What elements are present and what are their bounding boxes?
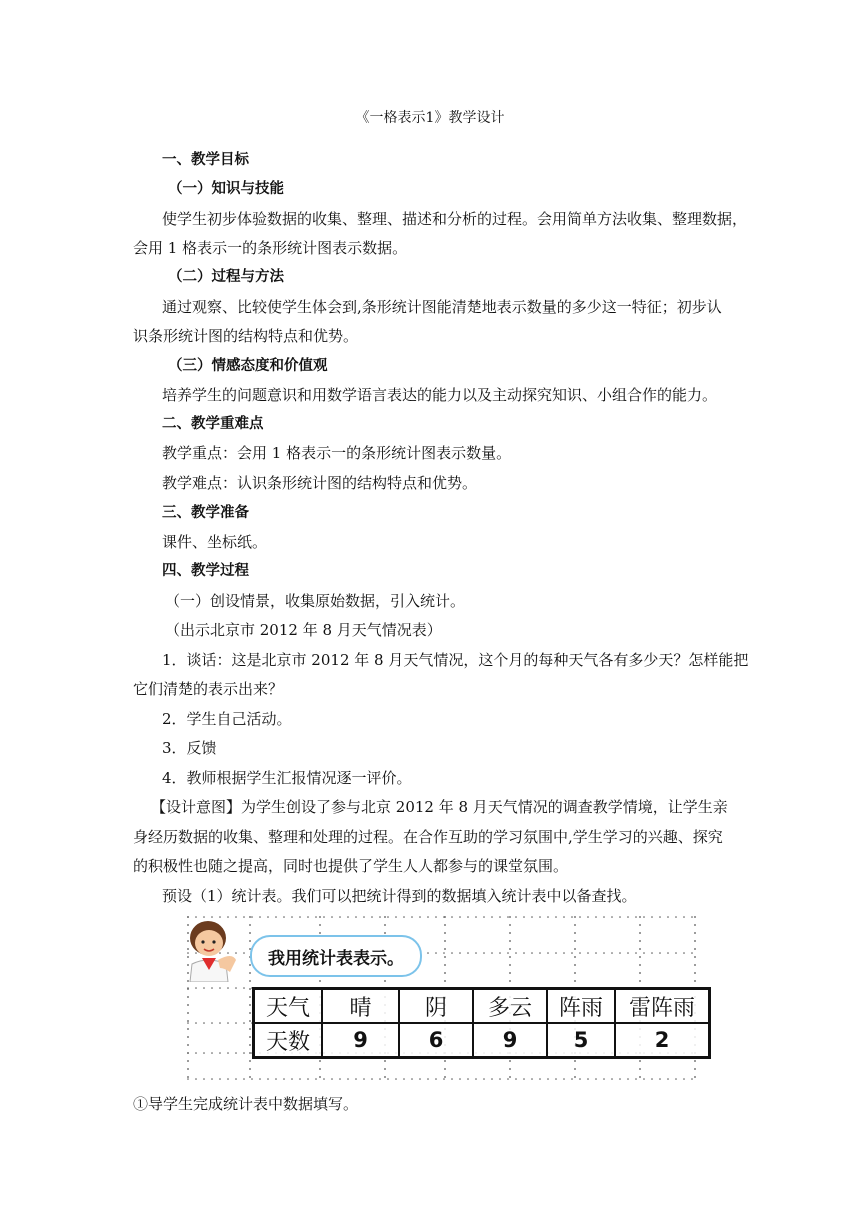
value-sunny: 9: [322, 1023, 399, 1058]
value-cloudy: 6: [399, 1023, 473, 1058]
heading-objectives: 一、教学目标: [162, 152, 249, 168]
value-shower: 5: [547, 1023, 615, 1058]
paragraph-talk-1: 1．谈话：这是北京市 2012 年 8 月天气情况，这个月的每种天气各有多少天？怎样能把: [162, 651, 749, 669]
paragraph-step-intro: （一）创设情景，收集原始数据，引入统计。: [165, 592, 466, 610]
row-label-days: 天数: [254, 1023, 323, 1058]
paragraph-difficulty: 教学难点：认识条形统计图的结构特点和优势。: [162, 474, 478, 492]
speech-bubble: 我用统计表表示。: [250, 935, 422, 977]
row-label-weather: 天气: [254, 989, 323, 1024]
paragraph-design-1: 【设计意图】为学生创设了参与北京 2012 年 8 月天气情况的调查教学情境，让学生亲: [151, 798, 728, 816]
paragraph-attitude: 培养学生的问题意识和用数学语言表达的能力以及主动探究知识、小组合作的能力。: [162, 386, 718, 404]
paragraph-process-1: 通过观察、比较使学生体会到,条形统计图能清楚地表示数量的多少这一特征；初步认: [162, 298, 722, 316]
table-row-days: [254, 1023, 710, 1058]
paragraph-final: ①导学生完成统计表中数据填写。: [133, 1095, 359, 1113]
paragraph-design-3: 的积极性也随之提高，同时也提供了学生人人都参与的课堂氛围。: [133, 857, 569, 875]
subheading-attitude: （三）情感态度和价值观: [168, 358, 328, 374]
category-partly-cloudy: 多云: [473, 989, 547, 1024]
paragraph-evaluate: 4．教师根据学生汇报情况逐一评价。: [162, 769, 412, 787]
paragraph-key-point: 教学重点：会用 1 格表示一的条形统计图表示数量。: [162, 444, 512, 462]
paragraph-knowledge-2: 会用 1 格表示一的条形统计图表示数据。: [133, 239, 408, 257]
category-cloudy: 阴: [399, 989, 473, 1024]
category-shower: 阵雨: [547, 989, 615, 1024]
student-illustration-icon: [178, 916, 240, 982]
paragraph-show-table: （出示北京市 2012 年 8 月天气情况表）: [165, 621, 442, 639]
paragraph-feedback: 3．反馈: [162, 739, 217, 757]
paragraph-preset: 预设（1）统计表。我们可以把统计得到的数据填入统计表中以备查找。: [162, 887, 637, 905]
heading-process: 四、教学过程: [162, 563, 249, 579]
category-thundershower: 雷阵雨: [615, 989, 710, 1024]
subheading-process: （二）过程与方法: [168, 269, 284, 285]
category-sunny: 晴: [322, 989, 399, 1024]
paragraph-talk-2: 它们清楚的表示出来？: [133, 680, 284, 698]
value-partly-cloudy: 9: [473, 1023, 547, 1058]
table-row-weather: [254, 989, 710, 1024]
subheading-knowledge: （一）知识与技能: [168, 181, 284, 197]
document-title: 《一格表示1》教学设计: [355, 110, 505, 126]
heading-preparation: 三、教学准备: [162, 505, 249, 521]
weather-statistics-table: [252, 987, 711, 1059]
paragraph-knowledge-1: 使学生初步体验数据的收集、整理、描述和分析的过程。会用简单方法收集、整理数据，: [162, 210, 748, 228]
value-thundershower: 2: [615, 1023, 710, 1058]
paragraph-design-2: 身经历数据的收集、整理和处理的过程。在合作互助的学习氛围中,学生学习的兴趣、探究: [133, 828, 723, 846]
paragraph-preparation: 课件、坐标纸。: [162, 533, 268, 551]
paragraph-activity: 2．学生自己活动。: [162, 710, 292, 728]
heading-key-points: 二、教学重难点: [162, 416, 264, 432]
paragraph-process-2: 识条形统计图的结构特点和优势。: [133, 327, 359, 345]
